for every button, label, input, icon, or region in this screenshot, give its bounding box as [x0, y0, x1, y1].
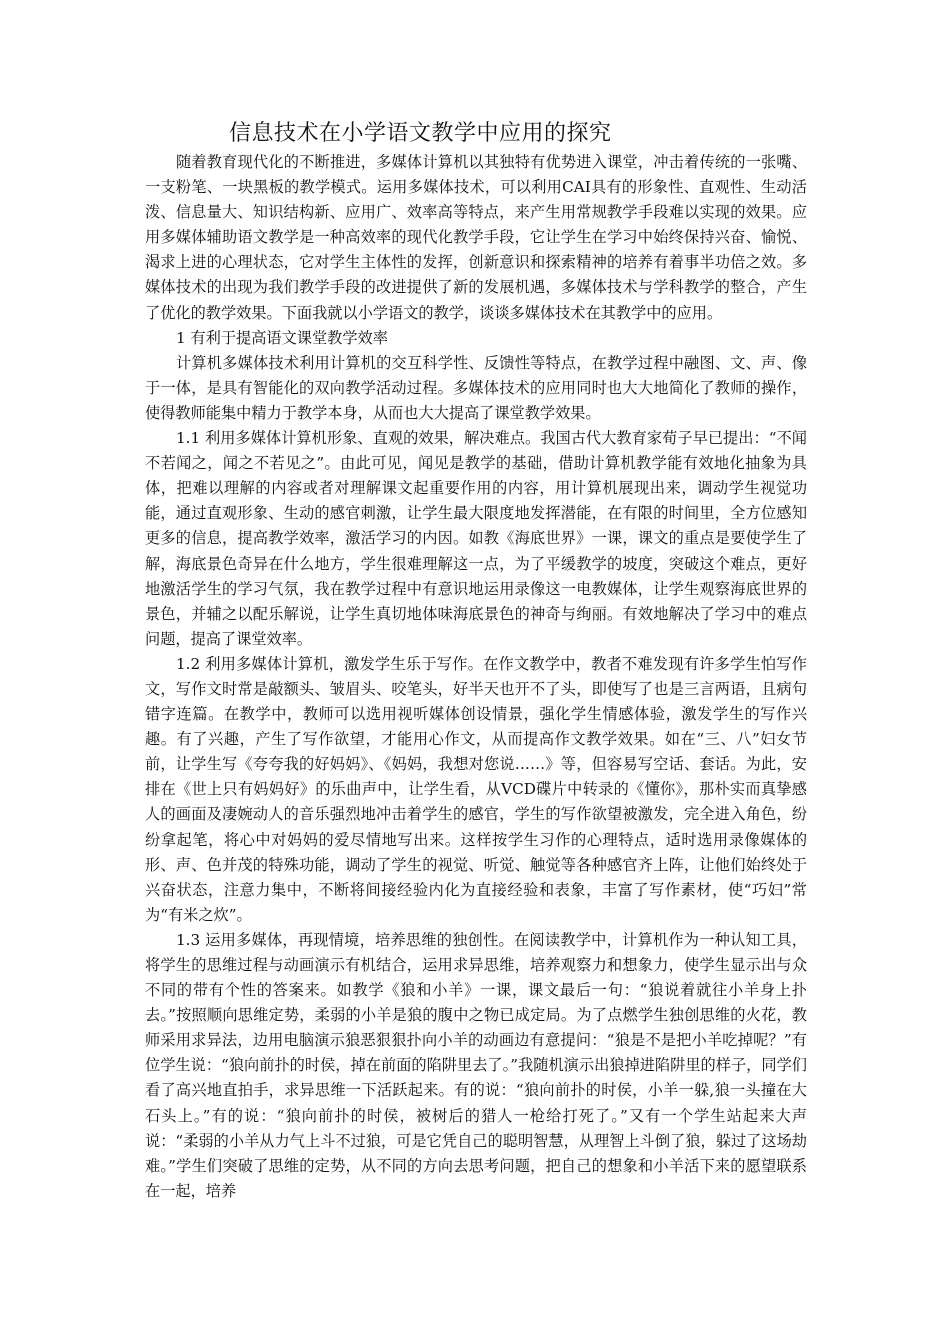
intro-paragraph: 随着教育现代化的不断推进，多媒体计算机以其独特有优势进入课堂，冲击着传统的一张嘴、一支粉笔、一块黑板的教学模式。运用多媒体技术，可以利用CAI具有的形象性、直观性、生动活泼、信息量大、知识结构新、应用广、效率高等特点，来产生用常规教学手段难以实现的效果。应用多媒体辅助语文教学是一种高效率的现代化教学手段，它让学生在学习中始终保持兴奋、愉悦、渴求上进的心理状态，它对学生主体性的发挥，创新意识和探索精神的培养有着事半功倍之效。多媒体技术的出现为我们教学手段的改进提供了新的发展机遇，多媒体技术与学科教学的整合，产生了优化的教学效果。下面我就以小学语文的教学，谈谈多媒体技术在其教学中的应用。	[145, 153, 807, 322]
document-title: 信息技术在小学语文教学中应用的探究	[229, 121, 612, 146]
section-1-2-paragraph: 1.2 利用多媒体计算机，激发学生乐于写作。在作文教学中，教者不难发现有许多学生怕写作文，写作文时常是敲额头、皱眉头、咬笔头，好半天也开不了头，即使写了也是三言两语，且病句错字连篇。在教学中，教师可以选用视听媒体创设情景，强化学生情感体验，激发学生的写作兴趣。有了兴趣，产生了写作欲望，才能用心作文，从而提高作文教学效果。如在“三、八”妇女节前，让学生写《夸夸我的好妈妈》、《妈妈，我想对您说……》等，但容易写空话、套话。为此，安排在《世上只有妈妈好》的乐曲声中，让学生看，从VCD碟片中转录的《懂你》，那朴实而真挚感人的画面及凄婉动人的音乐强烈地冲击着学生的感官，学生的写作欲望被激发，完全进入角色，纷纷拿起笔，将心中对妈妈的爱尽情地写出来。这样按学生习作的心理特点，适时选用录像媒体的形、声、色并茂的特殊功能，调动了学生的视觉、听觉、触觉等各种感官齐上阵，让他们始终处于兴奋状态，注意力集中，不断将间接经验内化为直接经验和表象，丰富了写作素材，使“巧妇”常为“有米之炊”。	[145, 654, 807, 924]
document-page	[145, 118, 807, 1204]
section-1-paragraph: 计算机多媒体技术利用计算机的交互科学性、反馈性等特点，在教学过程中融图、文、声、像于一体，是具有智能化的双向教学活动过程。多媒体技术的应用同时也大大地简化了教师的操作，使得教师能集中精力于教学本身，从而也大大提高了课堂教学效果。	[145, 353, 807, 422]
section-1-1-paragraph: 1.1 利用多媒体计算机形象、直观的效果，解决难点。我国古代大教育家荀子早已提出：“不闻不若闻之，闻之不若见之”。由此可见，闻见是教学的基础，借助计算机教学能有效地化抽象为具体，把难以理解的内容或者对理解课文起重要作用的内容，用计算机展现出来，调动学生视觉功能，通过直观形象、生动的感官刺激，让学生最大限度地发挥潜能，在有限的时间里，全方位感知更多的信息，提高教学效率，激活学习的内因。如教《海底世界》一课，课文的重点是要使学生了解，海底景色奇异在什么地方，学生很难理解这一点，为了平缓教学的坡度，突破这个难点，更好地激活学生的学习气氛，我在教学过程中有意识地运用录像这一电教媒体，让学生观察海底世界的景色，并辅之以配乐解说，让学生真切地体味海底景色的神奇与绚丽。有效地解决了学习中的难点问题，提高了课堂效率。	[145, 429, 807, 648]
section-heading-1: 1 有利于提高语文课堂教学效率	[176, 328, 388, 347]
section-1-3-paragraph: 1.3 运用多媒体，再现情境，培养思维的独创性。在阅读教学中，计算机作为一种认知工具，将学生的思维过程与动画演示有机结合，运用求异思维，培养观察力和想象力，使学生显示出与众不同的带有个性的答案来。如教学《狼和小羊》一课，课文最后一句：“狼说着就往小羊身上扑去。”按照顺向思维定势，柔弱的小羊是狼的腹中之物已成定局。为了点燃学生独创思维的火花，教师采用求异法，边用电脑演示狼恶狠狠扑向小羊的动画边有意提问：“狼是不是把小羊吃掉呢？”有位学生说：“狼向前扑的时侯，掉在前面的陷阱里去了。”我随机演示出狼掉进陷阱里的样子，同学们看了高兴地直拍手，求异思维一下活跃起来。有的说：“狼向前扑的时侯，小羊一躲,狼一头撞在大石头上。”有的说：“狼向前扑的时侯，被树后的猎人一枪给打死了。”又有一个学生站起来大声说：“柔弱的小羊从力气上斗不过狼，可是它凭自己的聪明智慧，从理智上斗倒了狼，躲过了这场劫难。”学生们突破了思维的定势，从不同的方向去思考问题，把自己的想象和小羊活下来的愿望联系在一起，培养	[145, 930, 807, 1200]
